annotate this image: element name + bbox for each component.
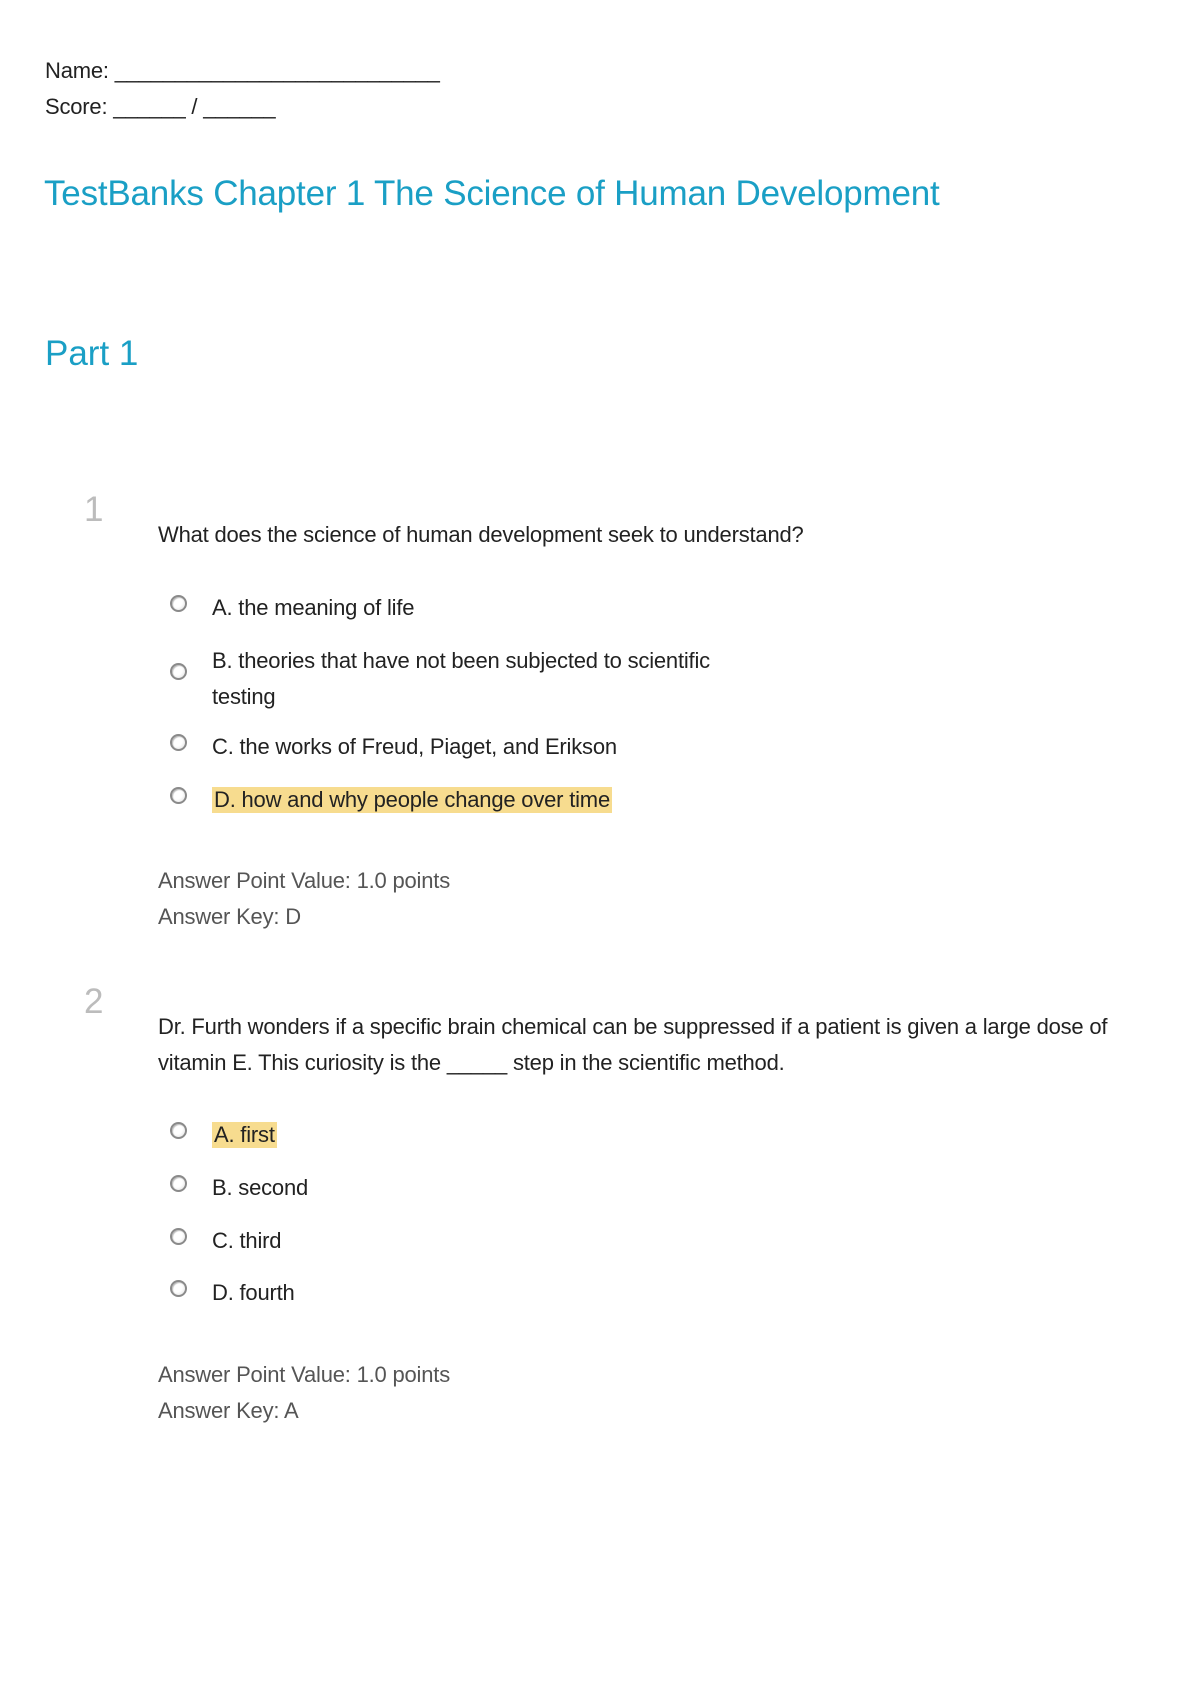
option-label: B. theories that have not been subjected to scientific testing (212, 648, 710, 709)
answer-option-a[interactable] (170, 590, 730, 626)
answer-option-a[interactable] (170, 1117, 730, 1148)
option-label: D. fourth (212, 1280, 295, 1305)
question-text: What does the science of human development seek to understand? (158, 522, 804, 547)
answer-option-d[interactable] (170, 782, 730, 813)
option-label: C. the works of Freud, Piaget, and Erikson (212, 734, 617, 759)
answer-option-c[interactable] (170, 729, 730, 765)
radio-button-icon[interactable] (170, 595, 187, 612)
answer-option-d[interactable] (170, 1275, 730, 1311)
answer-option-b[interactable] (170, 643, 730, 715)
answer-key: Answer Key: A (158, 1398, 299, 1423)
answer-option-b[interactable] (170, 1170, 730, 1206)
radio-button-icon[interactable] (170, 1280, 187, 1297)
option-label-highlighted: D. how and why people change over time (214, 787, 610, 812)
radio-button-icon[interactable] (170, 1228, 187, 1245)
option-label: A. the meaning of life (212, 595, 415, 620)
option-label: C. third (212, 1228, 282, 1253)
question-text: Dr. Furth wonders if a specific brain chemical can be suppressed if a patient is given a large dose of vitamin E. This curiosity is the _____ step in the scientific method. (158, 1014, 1108, 1075)
radio-button-icon[interactable] (170, 1175, 187, 1192)
radio-button-icon[interactable] (170, 663, 187, 680)
option-label: B. second (212, 1175, 309, 1200)
radio-button-icon[interactable] (170, 1122, 187, 1139)
point-value: Answer Point Value: 1.0 points (158, 1362, 450, 1387)
answer-key: Answer Key: D (158, 904, 301, 929)
radio-button-icon[interactable] (170, 787, 187, 804)
document-title: TestBanks Chapter 1 The Science of Human Development (44, 174, 940, 213)
option-label-highlighted: A. first (214, 1122, 275, 1147)
part-heading: Part 1 (45, 334, 139, 373)
name-field-line: Name: ___________________________ (45, 58, 440, 83)
radio-button-icon[interactable] (170, 734, 187, 751)
answer-option-c[interactable] (170, 1223, 730, 1259)
question-number: 2 (84, 982, 104, 1021)
score-field-line: Score: ______ / ______ (45, 94, 276, 119)
point-value: Answer Point Value: 1.0 points (158, 868, 450, 893)
question-number: 1 (84, 490, 104, 529)
